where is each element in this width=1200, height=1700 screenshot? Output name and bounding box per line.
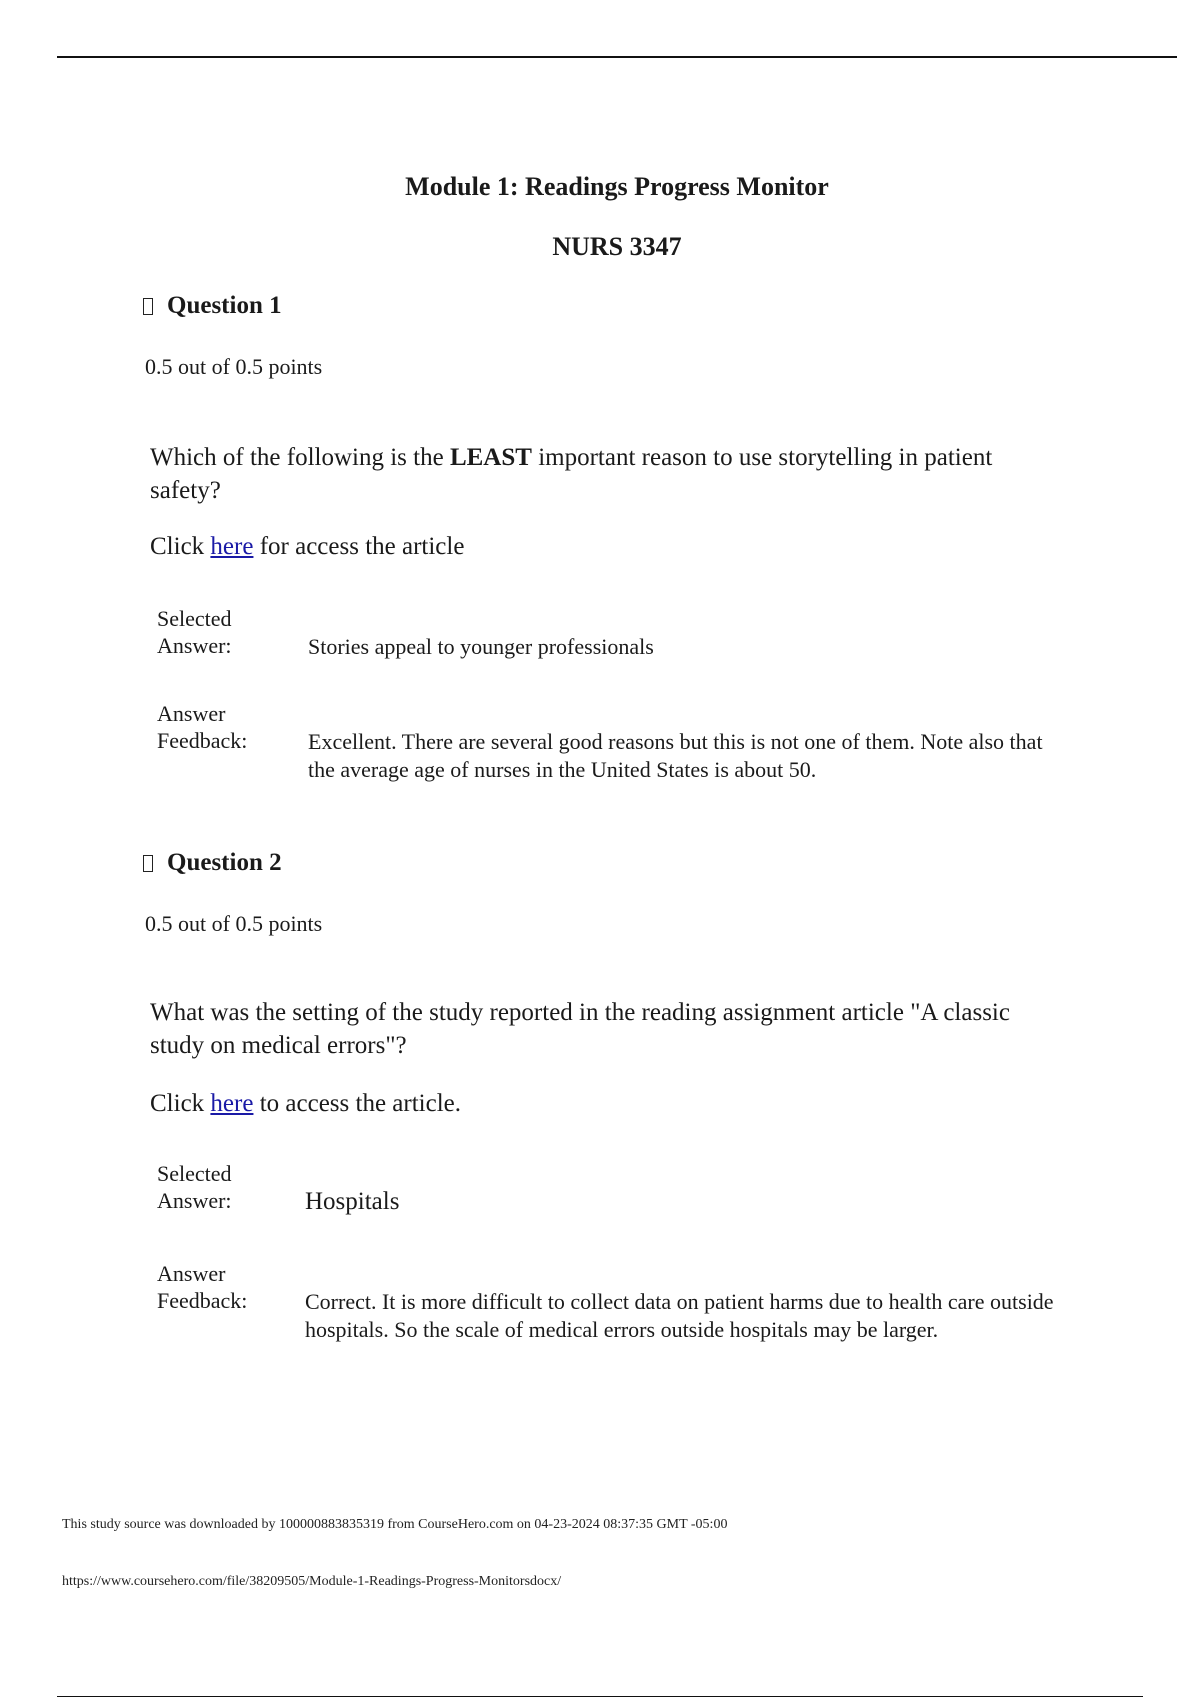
question-2-feedback: Correct. It is more difficult to collect data on patient harms due to health care outside hospitals. So the scale of medical errors outside hospitals may be larger. — [305, 1289, 1054, 1342]
question-1-article-line: Click here for access the article — [150, 533, 465, 560]
question-2-points: 0.5 out of 0.5 points — [145, 911, 323, 936]
question-1-title: Question 1 — [167, 292, 282, 319]
question-2-heading — [143, 849, 282, 877]
selected-answer-label: Selected Answer: — [157, 606, 232, 658]
source-url: https://www.coursehero.com/file/38209505/Module-1-Readings-Progress-Monitorsdocx/ — [62, 1574, 562, 1589]
question-1-feedback: Excellent. There are several good reasons but this is not one of them. Note also that the average age of nurses in the United States is about 50. — [308, 729, 1043, 782]
question-1-article-link[interactable]: here — [210, 533, 254, 560]
download-source-note: This study source was downloaded by 100000883835319 from CourseHero.com on 04-23-2024 08:37:35 GMT -05:00 — [62, 1517, 728, 1532]
answer-feedback-label: Answer Feedback: — [157, 701, 248, 753]
checkbox-icon — [143, 298, 153, 315]
question-1-selected-answer: Stories appeal to younger professionals — [308, 634, 654, 659]
question-2-text: What was the setting of the study reported in the reading assignment article "A classic study on medical errors"? — [150, 999, 1010, 1059]
question-2-selected-answer: Hospitals — [305, 1188, 400, 1215]
question-2-article-line: Click here to access the article. — [150, 1090, 461, 1117]
question-2-title: Question 2 — [167, 849, 282, 876]
question-1-points: 0.5 out of 0.5 points — [145, 354, 323, 379]
top-rule — [57, 56, 1177, 58]
question-1-text: Which of the following is the LEAST important reason to use storytelling in patient safety? — [150, 444, 993, 504]
checkbox-icon — [143, 855, 153, 872]
selected-answer-label: Selected Answer: — [157, 1161, 232, 1213]
document-title: Module 1: Readings Progress Monitor — [405, 172, 829, 201]
question-1-heading — [143, 292, 282, 320]
question-2-article-link[interactable]: here — [210, 1090, 254, 1117]
answer-feedback-label: Answer Feedback: — [157, 1261, 248, 1313]
course-code: NURS 3347 — [552, 232, 682, 261]
bottom-rule — [57, 1696, 1143, 1697]
